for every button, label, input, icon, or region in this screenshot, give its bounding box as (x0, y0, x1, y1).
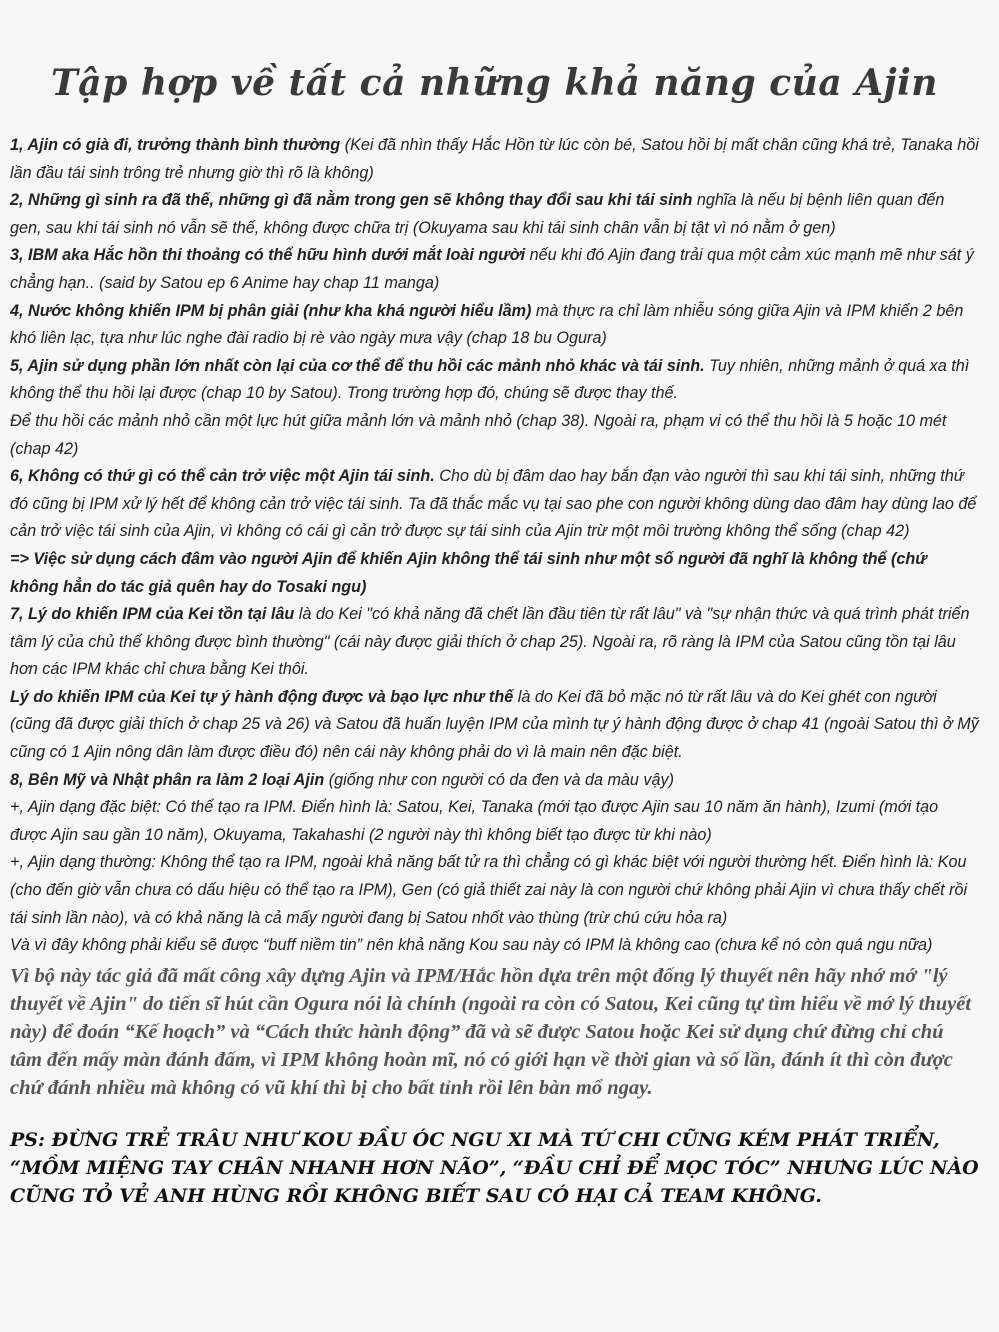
paragraph-heading: 8, Bên Mỹ và Nhật phân ra làm 2 loại Ajin (10, 770, 325, 789)
paragraph-heading: 1, Ajin có già đi, trưởng thành bình thường (10, 136, 341, 154)
paragraph-text: nếu khi đó Ajin đang trải qua một cảm xúc mạnh mẽ như sát ý chẳng hạn.. (said by Satou ep 6 Anime hay chap 11 manga) (10, 246, 974, 292)
ability-paragraph (10, 546, 979, 601)
ability-paragraph (10, 132, 979, 187)
ability-paragraph (10, 684, 979, 767)
ability-paragraph (10, 298, 979, 353)
paragraph-heading: 4, Nước không khiến IPM bị phân giải (như kha khá người hiểu lầm) (10, 301, 532, 320)
page-title: Tập hợp về tất cả những khả năng của Ajin (51, 62, 938, 104)
closing-note: Vì bộ này tác giả đã mất công xây dựng Ajin và IPM/Hắc hồn dựa trên một đống lý thuyết nên hãy nhớ mớ "lý thuyết về Ajin" do tiến sĩ hút cần Ogura nói là chính (ngoài ra còn có Satou, Kei cũng tự tìm hiểu về mớ lý thuyết này) để đoán “Kế hoạch” và “Cách thức hành động” đã và sẽ được Satou hoặc Kei sử dụng chứ đừng chỉ chú tâm đến mấy màn đánh đấm, vì IPM không hoàn mĩ, nó có giới hạn về thời gian và số lần, đánh ít thì còn được chứ đánh nhiều mà không có vũ khí thì bị cho bất tỉnh rồi lên bàn mổ ngay. (10, 964, 972, 1099)
paragraph-text: mà thực ra chỉ làm nhiễu sóng giữa Ajin và IPM khiến 2 bên khó liên lạc, tựa như lúc nghe đài radio bị rè vào ngày mưa vậy (chap 18 bu Ogura) (10, 301, 964, 348)
paragraph-text: +, Ajin dạng đặc biệt: Có thể tạo ra IPM. Điển hình là: Satou, Kei, Tanaka (mới tạo được Ajin sau 10 năm ăn hành), Izumi (mới tạo được Ajin sau gần 10 năm), Okuyama, Takahashi (2 người này thì không biết tạo được từ khi nào) (10, 798, 939, 844)
ability-paragraph (10, 932, 979, 960)
paragraph-text: là do Kei "có khả năng đã chết lần đầu tiên từ rất lâu" và "sự nhận thức và quá trình phát triển tâm lý của chủ thể không được bình thường" (cái này được giải thích ở chap 25). Ngoài ra, rõ ràng là IPM của Satou cũng tồn tại lâu hơn các IPM khác chỉ chưa bằng Kei thôi. (10, 605, 970, 679)
paragraph-heading: 2, Những gì sinh ra đã thế, những gì đã nằm trong gen sẽ không thay đổi sau khi tái sinh (10, 191, 693, 210)
ability-paragraph (10, 767, 979, 795)
ps-note: PS: ĐỪNG TRẺ TRÂU NHƯ KOU ĐẦU ÓC NGU XI MÀ TỨ CHI CŨNG KÉM PHÁT TRIỂN, “MỒM MIỆNG TAY CHÂN NHANH HƠN NÃO”, “ĐẦU CHỈ ĐỂ MỌC TÓC” NHƯNG LÚC NÀO CŨNG TỎ VẺ ANH HÙNG RỒI KHÔNG BIẾT SAU CÓ HẠI CẢ TEAM KHÔNG. (10, 1128, 979, 1207)
paragraph-text: (Kei đã nhìn thấy Hắc Hồn từ lúc còn bé, Satou hồi bị mất chân cũng khá trẻ, Tanaka hồi lần đầu tái sinh trông trẻ nhưng giờ thì rõ là không) (10, 136, 979, 182)
paragraph-heading: 3, IBM aka Hắc hồn thi thoảng có thể hữu hình dưới mắt loài người (10, 246, 526, 265)
paragraph-heading: 6, Không có thứ gì có thể cản trở việc một Ajin tái sinh. (10, 467, 435, 486)
ability-paragraph (10, 601, 979, 684)
ability-paragraph (10, 353, 979, 408)
ability-paragraph (10, 187, 979, 242)
paragraph-heading: 7, Lý do khiến IPM của Kei tồn tại lâu (10, 605, 295, 624)
paragraph-text: Cho dù bị đâm dao hay bắn đạn vào người thì sau khi tái sinh, những thứ đó cũng bị IPM xử lý hết để không cản trở việc tái sinh. Ta đã thắc mắc vụ tại sao phe con người không dùng dao đâm hay dùng lao để cản trở việc tái sinh của Ajin, vì không có cái gì cản trở được sự tái sinh của Ajin trừ một môi trường không thể sống (chap 42) (10, 467, 977, 541)
ability-paragraph (10, 408, 979, 463)
paragraph-text: Tuy nhiên, những mảnh ở quá xa thì không thể thu hồi lại được (chap 10 by Satou). Trong trường hợp đó, chúng sẽ được thay thế. (10, 356, 970, 403)
ability-paragraph (10, 794, 979, 849)
paragraph-heading: 5, Ajin sử dụng phần lớn nhất còn lại của cơ thể để thu hồi các mảnh nhỏ khác và tái sinh. (10, 356, 705, 375)
paragraph-text: Và vì đây không phải kiểu sẽ được “buff niềm tin” nên khả năng Kou sau này có IPM là không cao (chưa kể nó còn quá ngu nữa) (10, 936, 933, 955)
paragraph-text: +, Ajin dạng thường: Không thể tạo ra IPM, ngoài khả năng bất tử ra thì chẳng có gì khác biệt với người thường hết. Điển hình là: Kou (cho đến giờ vẫn chưa có dấu hiệu có thể tạo ra IPM), Gen (có giả thiết zai này là con người chứ không phải Ajin vì chưa thấy chết rồi tái sinh lần nào), và có khả năng là cả mấy người đang bị Satou nhốt vào thùng (trừ chú cứu hỏa ra) (10, 853, 968, 927)
ability-paragraph (10, 463, 979, 546)
ability-list (10, 132, 979, 960)
paragraph-text: Để thu hồi các mảnh nhỏ cần một lực hút giữa mảnh lớn và mảnh nhỏ (chap 38). Ngoài ra, phạm vi có thể thu hồi là 5 hoặc 10 mét (chap 42) (10, 411, 947, 458)
paragraph-text: nghĩa là nếu bị bệnh liên quan đến gen, sau khi tái sinh nó vẫn sẽ thế, không được chữa trị (Okuyama sau khi tái sinh chân vẫn bị tật vì nó nằm ở gen) (10, 191, 945, 237)
ability-paragraph (10, 849, 979, 932)
paragraph-heading: => Việc sử dụng cách đâm vào người Ajin để khiến Ajin không thể tái sinh như một số người đã nghĩ là không thể (chứ không hẳn do tác giả quên hay do Tosaki ngu) (10, 549, 927, 596)
paragraph-text: là do Kei đã bỏ mặc nó từ rất lâu và do Kei ghét con người (cũng đã được giải thích ở chap 25 và 26) và Satou đã huấn luyện IPM của mình tự ý hành động được ở chap 41 (ngoài Satou thì ở Mỹ cũng có 1 Ajin nông dân làm được điều đó) nên cái này không phải do vì là main nên đặc biệt. (10, 687, 979, 762)
paragraph-heading: Lý do khiến IPM của Kei tự ý hành động được và bạo lực như thế (10, 687, 514, 706)
paragraph-text: (giống như con người có da đen và da màu vậy) (324, 770, 675, 789)
ability-paragraph (10, 242, 979, 297)
